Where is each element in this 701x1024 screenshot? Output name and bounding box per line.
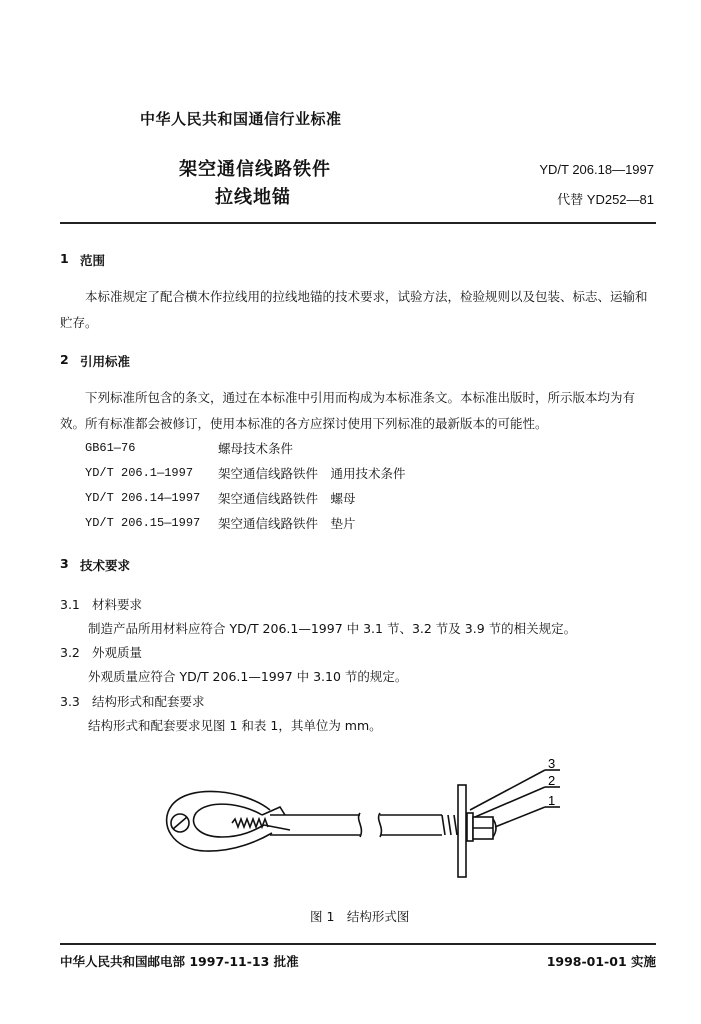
section-2-text: 下列标准所包含的条文，通过在本标准中引用而构成为本标准条文。本标准出版时，所示版本均为有效。所有标准都会被修订，使用本标准的各方应探讨使用下列标准的最新版本的可能性。 [60,390,636,431]
ref-name: 螺母技术条件 [218,441,294,456]
effective-date: 1998-01-01 实施 [546,954,656,969]
section-1-title: 范围 [80,253,106,268]
section-3-2-text: 外观质量应符合 YD/T 206.1—1997 中 3.10 节的规定。 [88,669,408,684]
replaces-note: 代替 YD252—81 [557,192,654,207]
standard-number: YD/T 206.18—1997 [539,162,654,177]
ref-code: YD/T 206.14—1997 [85,491,201,505]
section-3-1-title: 材料要求 [92,597,143,612]
section-3-2-title: 外观质量 [92,645,143,660]
footer-rule [60,943,656,945]
ref-code: GB61—76 [85,441,136,455]
section-3-3-text: 结构形式和配套要求见图 1 和表 1，其单位为 mm。 [88,718,382,733]
section-3-1-number: 3.1 [60,597,80,612]
callout-2: 2 [548,773,556,788]
section-1-number: 1 [60,251,69,266]
callout-1: 1 [548,793,556,808]
section-3-title: 技术要求 [80,558,131,573]
ref-name: 架空通信线路铁件 通用技术条件 [218,466,406,481]
approval-line: 中华人民共和国邮电部 1997-11-13 批准 [60,954,299,969]
anchor-structure-figure [150,755,580,895]
figure-caption: 图 1 结构形式图 [310,909,410,924]
ref-code: YD/T 206.1—1997 [85,466,194,480]
callout-3: 3 [548,756,556,771]
ref-code: YD/T 206.15—1997 [85,516,201,530]
section-3-3-title: 结构形式和配套要求 [92,694,205,709]
ref-name: 架空通信线路铁件 螺母 [218,491,356,506]
standard-title-line2: 拉线地锚 [215,187,291,208]
washer-plate [458,785,466,877]
standard-title-line1: 架空通信线路铁件 [179,159,331,180]
section-3-2-number: 3.2 [60,645,80,660]
washer [467,813,473,841]
section-3-number: 3 [60,556,69,571]
issuing-body: 中华人民共和国通信行业标准 [140,110,342,128]
section-3-3-number: 3.3 [60,694,80,709]
eye-thread [232,819,268,827]
section-3-1-text: 制造产品所用材料应符合 YD/T 206.1—1997 中 3.1 节、3.2 节及 3.9 节的相关规定。 [88,621,577,636]
section-1-text: 本标准规定了配合横木作拉线用的拉线地锚的技术要求，试验方法，检验规则以及包装、标志、运输和贮存。 [60,289,648,330]
ref-name: 架空通信线路铁件 垫片 [218,516,356,531]
section-2-number: 2 [60,352,69,367]
header-rule [60,222,656,224]
rod-thread [442,815,457,835]
section-2-title: 引用标准 [80,354,131,369]
